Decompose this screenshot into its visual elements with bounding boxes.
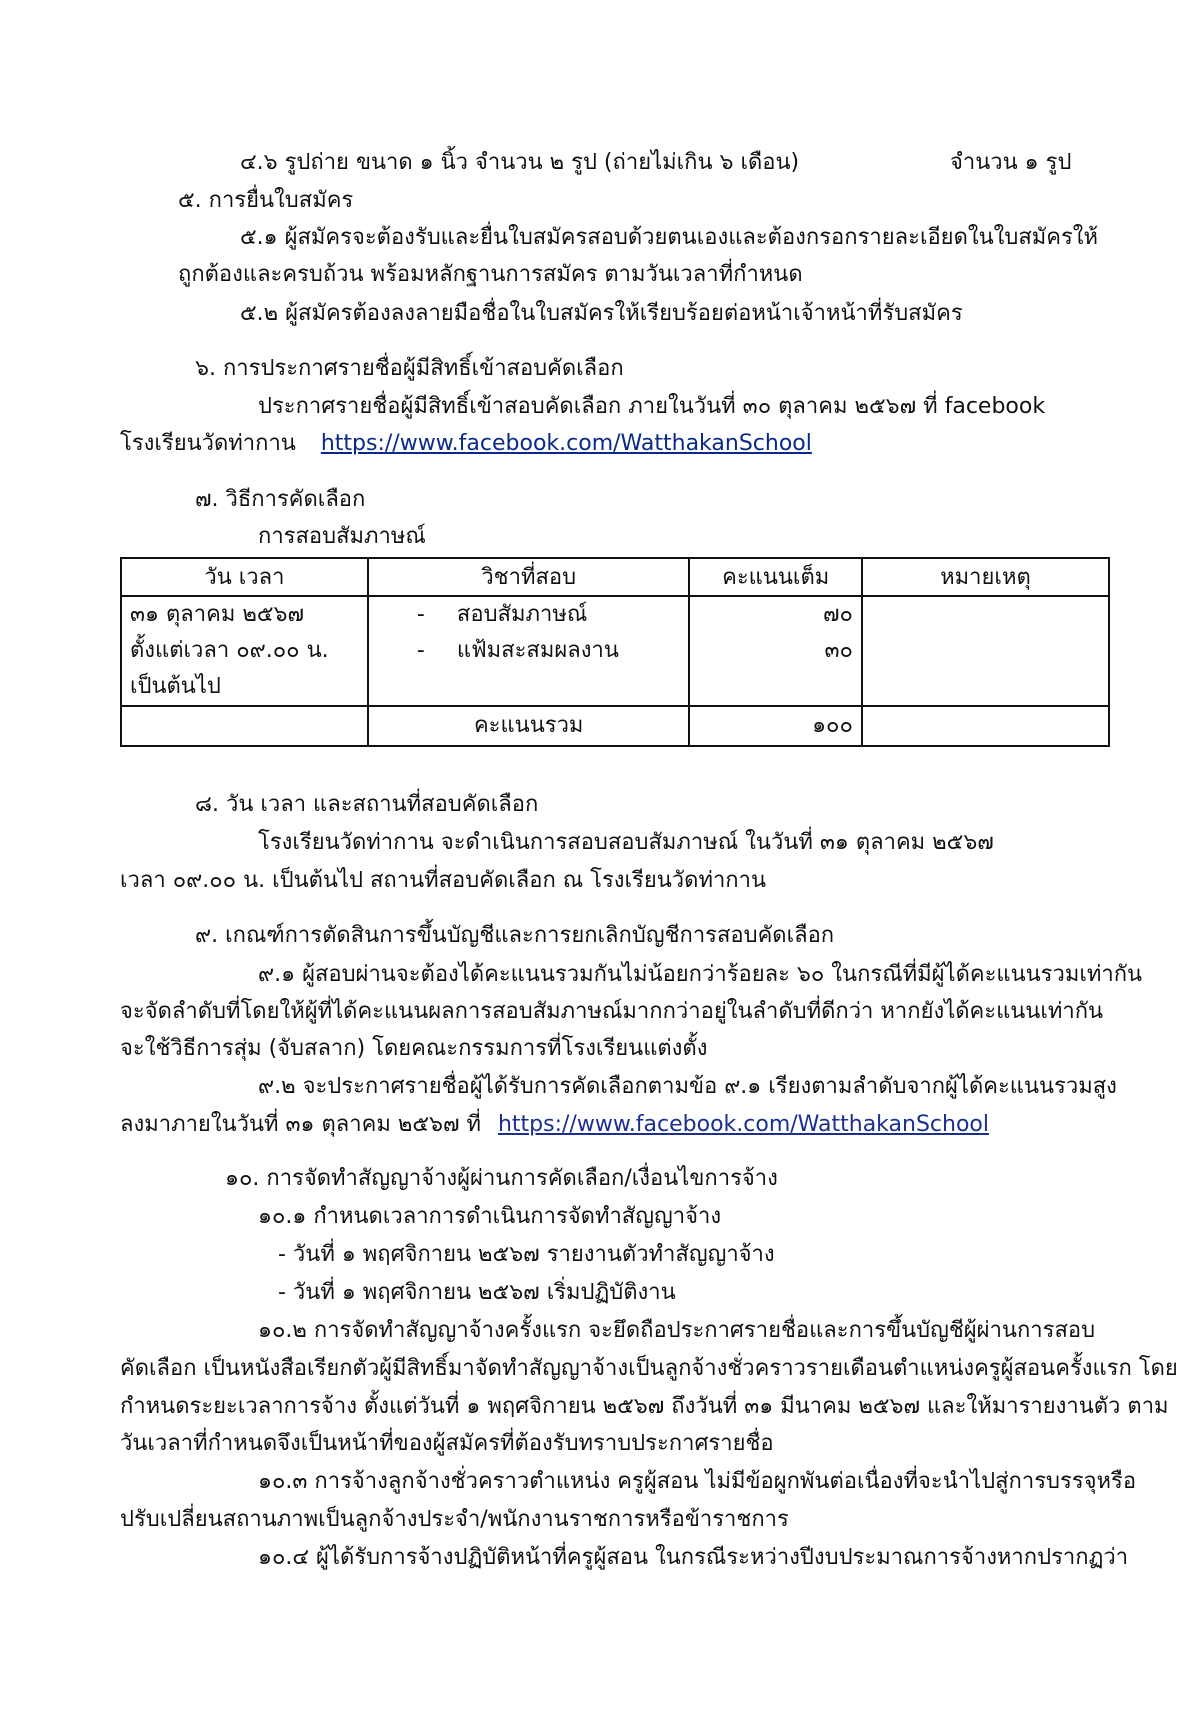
section-10-heading: ๑๐. การจัดทำสัญญาจ้างผู้ผ่านการคัดเลือก/เงื่อนไขการจ้าง	[225, 1166, 778, 1191]
item-6-line1: ประกาศรายชื่อผู้มีสิทธิ์เข้าสอบคัดเลือก ภายในวันที่ ๓๐ ตุลาคม ๒๕๖๗ ที่ facebook	[258, 394, 1046, 419]
score-value: ๓๐	[824, 638, 853, 663]
date-line: เป็นต้นไป	[130, 674, 221, 699]
table-header-subject: วิชาที่สอบ	[368, 558, 690, 596]
item-9-2-line1: ๙.๒ จะประกาศรายชื่อผู้ได้รับการคัดเลือกตามข้อ ๙.๑ เรียงตามลำดับจากผู้ได้คะแนนรวมสูง	[258, 1074, 1117, 1099]
date-line: ๓๑ ตุลาคม ๒๕๖๗	[130, 602, 304, 627]
item-10-1: ๑๐.๑ กำหนดเวลาการดำเนินการจัดทำสัญญาจ้าง	[258, 1204, 722, 1229]
item-10-3-line2: ปรับเปลี่ยนสถานภาพเป็นลูกจ้างประจำ/พนักงานราชการหรือข้าราชการ	[120, 1507, 789, 1532]
item-5-2: ๕.๒ ผู้สมัครต้องลงลายมือชื่อในใบสมัครให้เรียบร้อยต่อหน้าเจ้าหน้าที่รับสมัคร	[240, 301, 963, 326]
section-7-subheading: การสอบสัมภาษณ์	[258, 524, 426, 549]
item-9-1-line3: จะใช้วิธีการสุ่ม (จับสลาก) โดยคณะกรรมการที่โรงเรียนแต่งตั้ง	[120, 1036, 708, 1061]
item-9-2-text: ลงมาภายในวันที่ ๓๑ ตุลาคม ๒๕๖๗ ที่	[120, 1112, 481, 1137]
facebook-link[interactable]: https://www.facebook.com/WatthakanSchool	[320, 431, 812, 456]
empty-cell	[121, 706, 368, 746]
subject-name: สอบสัมภาษณ์	[456, 602, 588, 627]
subject-name: แฟ้มสะสมผลงาน	[456, 638, 619, 663]
item-10-1-bullet-1: - วันที่ ๑ พฤศจิกายน ๒๕๖๗ รายงานตัวทำสัญญาจ้าง	[278, 1242, 775, 1267]
item-10-3-line1: ๑๐.๓ การจ้างลูกจ้างชั่วคราวตำแหน่ง ครูผู้สอน ไม่มีข้อผูกพันต่อเนื่องที่จะนำไปสู่การบรรจุหรือ	[258, 1469, 1137, 1494]
score-value: ๗๐	[822, 602, 853, 627]
item-10-1-bullet-2: - วันที่ ๑ พฤศจิกายน ๒๕๖๗ เริ่มปฏิบัติงาน	[278, 1280, 676, 1305]
item-4-6-quantity: จำนวน ๑ รูป	[950, 150, 1072, 175]
item-4-6-photo: ๔.๖ รูปถ่าย ขนาด ๑ นิ้ว จำนวน ๒ รูป (ถ่ายไม่เกิน ๖ เดือน)	[240, 150, 800, 175]
table-row	[121, 596, 1109, 706]
table-total-row	[121, 706, 1109, 746]
item-5-1-line2: ถูกต้องและครบถ้วน พร้อมหลักฐานการสมัคร ตามวันเวลาที่กำหนด	[178, 262, 803, 287]
date-line: ตั้งแต่เวลา ๐๙.๐๐ น.	[130, 638, 329, 663]
bullet-dash: -	[416, 638, 425, 663]
total-label: คะแนนรวม	[368, 706, 690, 746]
item-10-2-line2: คัดเลือก เป็นหนังสือเรียกตัวผู้มีสิทธิ์มาจัดทำสัญญาจ้างเป็นลูกจ้างชั่วคราวรายเดือนตำแหน่งครูผู้สอนครั้งแรก โดย	[120, 1356, 1178, 1381]
item-5-1-line1: ๕.๑ ผู้สมัครจะต้องรับและยื่นใบสมัครสอบด้วยตนเองและต้องกรอกรายละเอียดในใบสมัครให้	[240, 225, 1099, 250]
total-score: ๑๐๐	[689, 706, 861, 746]
item-8-line2: เวลา ๐๙.๐๐ น. เป็นต้นไป สถานที่สอบคัดเลือก ณ โรงเรียนวัดท่ากาน	[120, 868, 767, 893]
item-9-2-line2	[120, 1108, 989, 1142]
subject-cell	[368, 596, 690, 706]
section-9-heading: ๙. เกณฑ์การตัดสินการขึ้นบัญชีและการยกเลิกบัญชีการสอบคัดเลือก	[195, 923, 835, 948]
table-header-full-score: คะแนนเต็ม	[689, 558, 861, 596]
item-9-1-line2: จะจัดลำดับที่โดยให้ผู้ที่ได้คะแนนผลการสอบสัมภาษณ์มากกว่าอยู่ในลำดับที่ดีกว่า หากยังได้คะแนนเท่ากัน	[120, 999, 1104, 1024]
subject-item	[377, 597, 681, 633]
remarks-cell	[862, 596, 1109, 706]
score-cell	[689, 596, 861, 706]
section-7-heading: ๗. วิธีการคัดเลือก	[195, 487, 366, 512]
selection-table	[120, 557, 1110, 747]
subject-item	[377, 633, 681, 669]
date-cell	[121, 596, 368, 706]
item-10-2-line1: ๑๐.๒ การจัดทำสัญญาจ้างครั้งแรก จะยึดถือประกาศรายชื่อและการขึ้นบัญชีผู้ผ่านการสอบ	[258, 1318, 1096, 1343]
item-10-4: ๑๐.๔ ผู้ได้รับการจ้างปฏิบัติหน้าที่ครูผู้สอน ในกรณีระหว่างปีงบประมาณการจ้างหากปรากฏว่า	[258, 1545, 1129, 1570]
table-header-remarks: หมายเหตุ	[862, 558, 1109, 596]
item-8-line1: โรงเรียนวัดท่ากาน จะดำเนินการสอบสอบสัมภาษณ์ ในวันที่ ๓๑ ตุลาคม ๒๕๖๗	[258, 830, 994, 855]
section-6-heading: ๖. การประกาศรายชื่อผู้มีสิทธิ์เข้าสอบคัดเลือก	[195, 356, 624, 381]
school-name-text: โรงเรียนวัดท่ากาน	[120, 431, 296, 456]
item-6-line2	[120, 427, 812, 461]
item-10-2-line4: วันเวลาที่กำหนดจึงเป็นหน้าที่ของผู้สมัครที่ต้องรับทราบประกาศรายชื่อ	[120, 1431, 774, 1456]
facebook-link-2[interactable]: https://www.facebook.com/WatthakanSchool	[497, 1112, 989, 1137]
section-5-heading: ๕. การยื่นใบสมัคร	[178, 188, 354, 213]
bullet-dash: -	[416, 602, 425, 627]
section-8-heading: ๘. วัน เวลา และสถานที่สอบคัดเลือก	[195, 792, 539, 817]
item-9-1-line1: ๙.๑ ผู้สอบผ่านจะต้องได้คะแนนรวมกันไม่น้อยกว่าร้อยละ ๖๐ ในกรณีที่มีผู้ได้คะแนนรวมเท่ากัน	[258, 962, 1143, 987]
table-header-date: วัน เวลา	[121, 558, 368, 596]
item-10-2-line3: กำหนดระยะเวลาการจ้าง ตั้งแต่วันที่ ๑ พฤศจิกายน ๒๕๖๗ ถึงวันที่ ๓๑ มีนาคม ๒๕๖๗ และให้มารายงานตัว ตาม	[120, 1394, 1169, 1419]
empty-cell	[862, 706, 1109, 746]
table-header-row	[121, 558, 1109, 596]
